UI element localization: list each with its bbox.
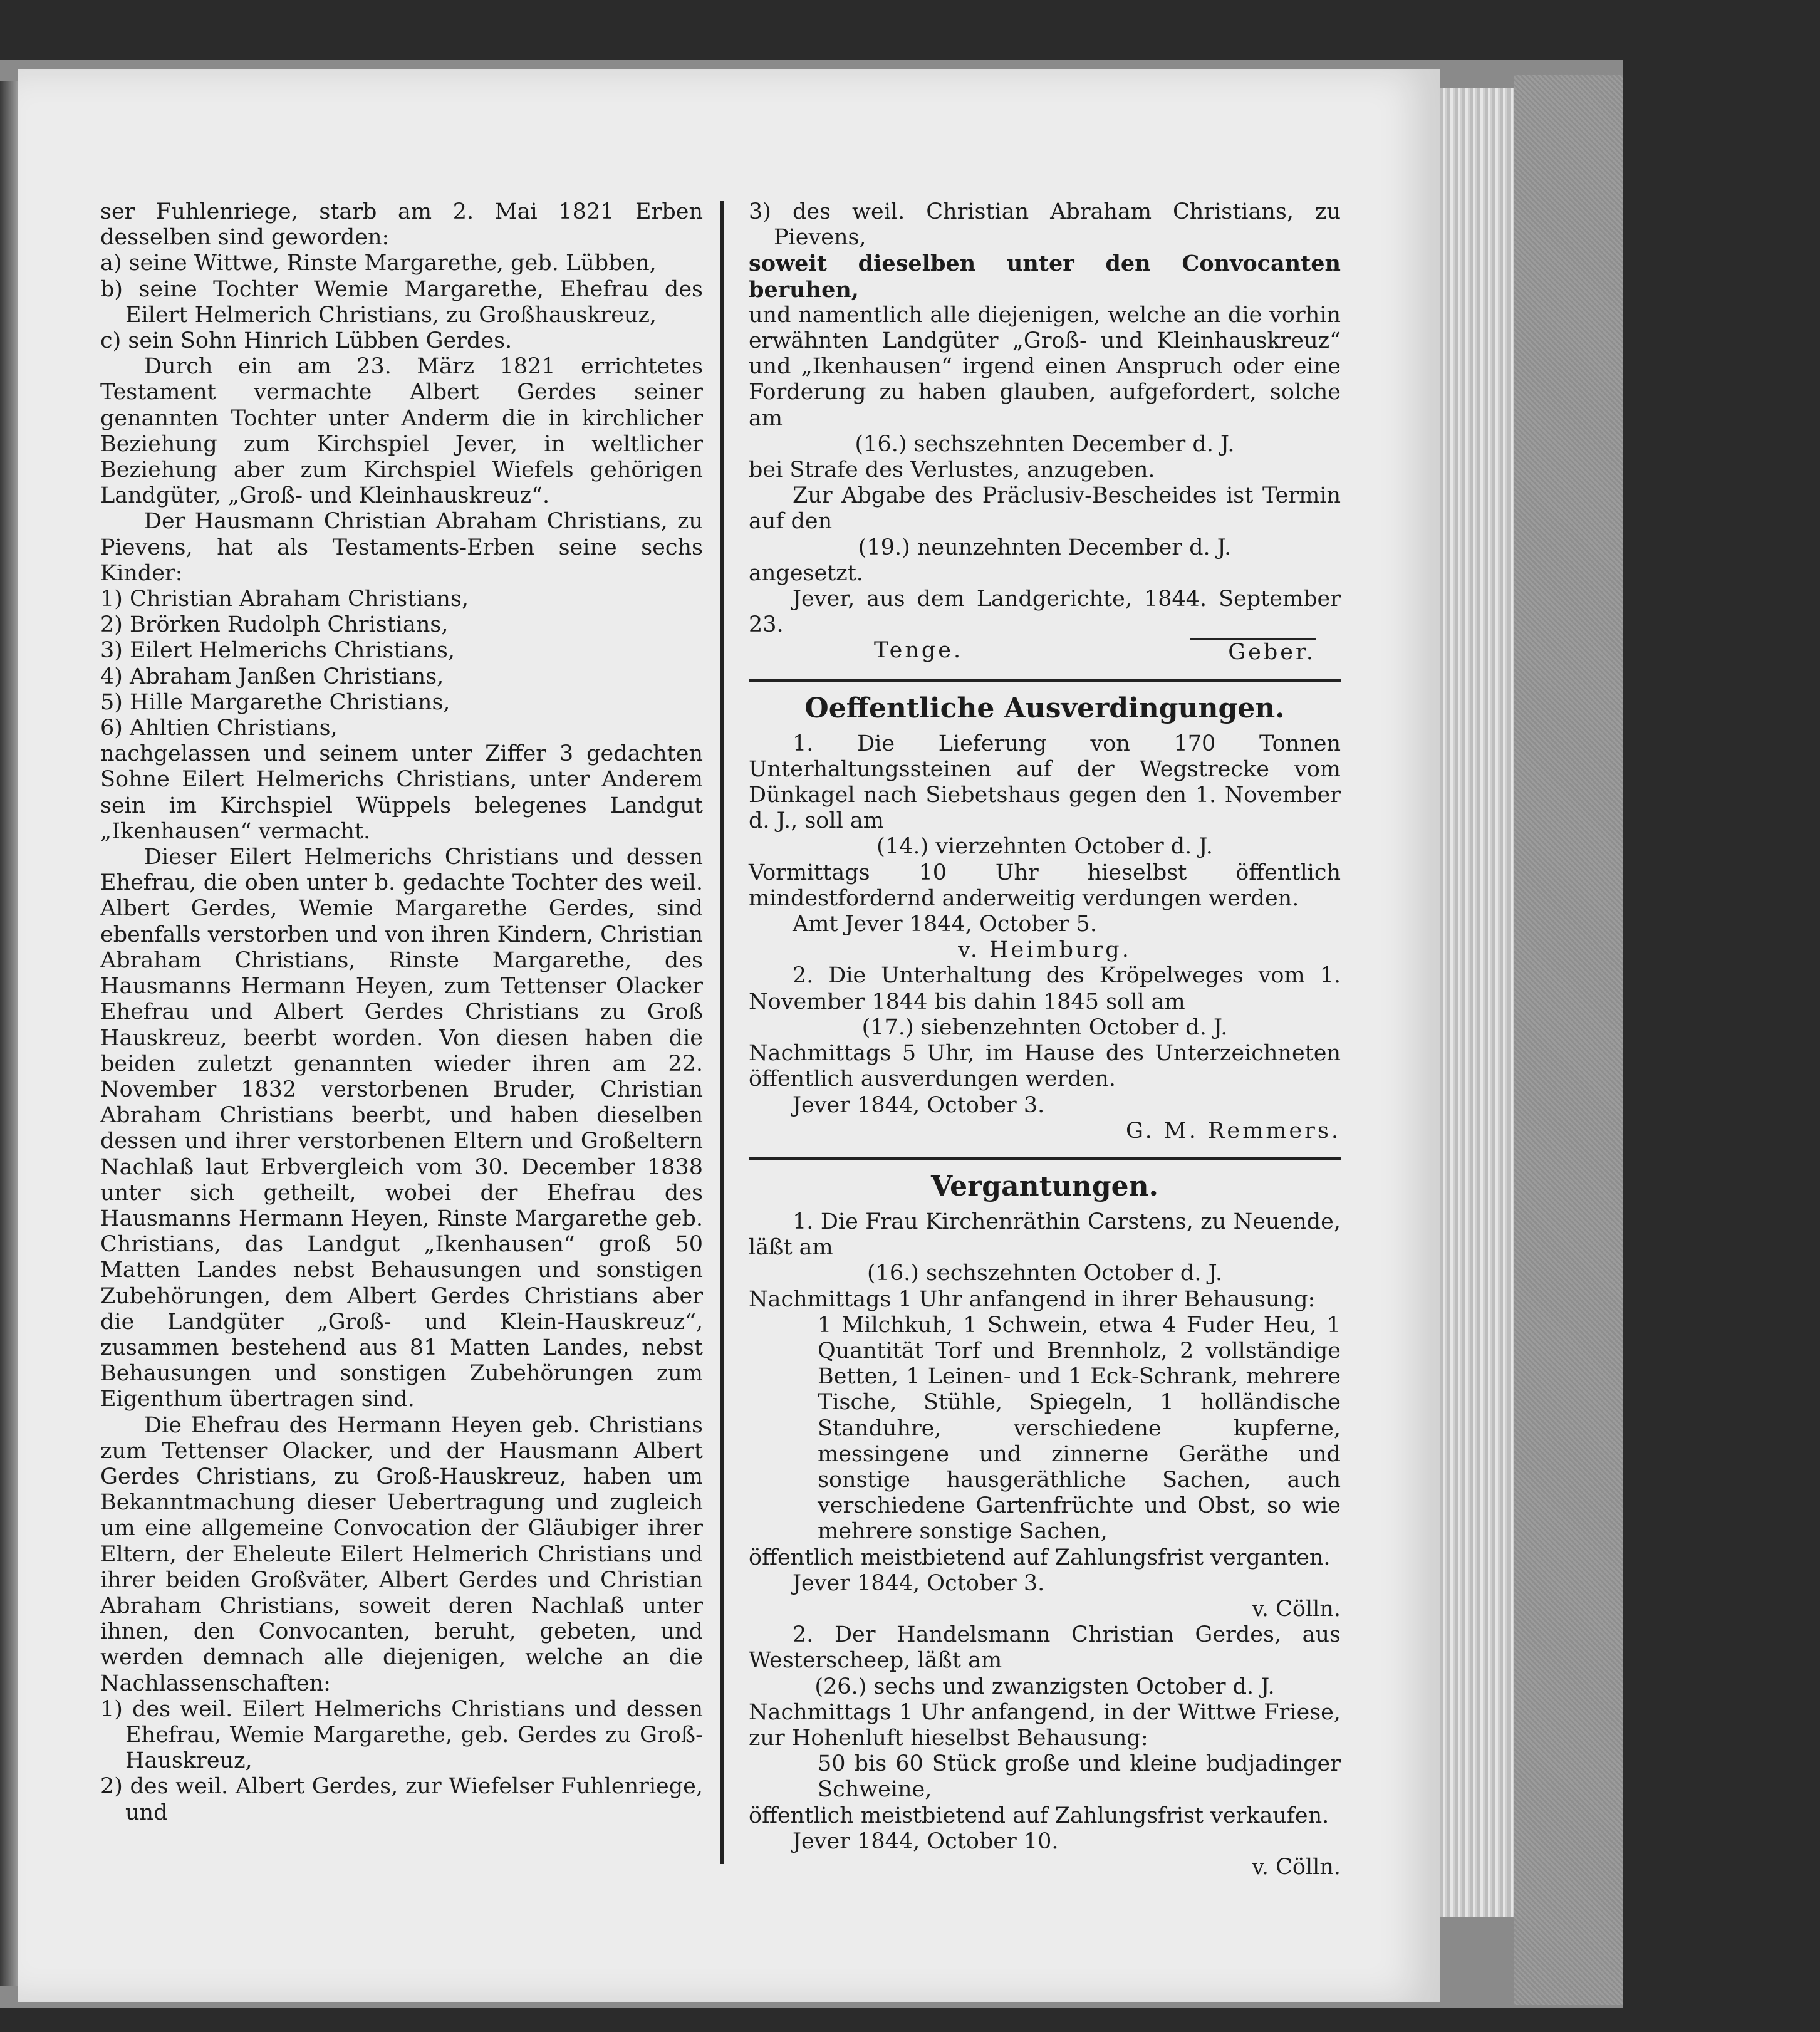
section-rule — [749, 1157, 1341, 1160]
list-item: 3) Eilert Helmerichs Christians, — [100, 638, 455, 664]
paragraph: nachgelassen und seinem unter Ziffer 3 gedachten Sohne Eilert Helmerichs Christians, unter Anderem sein im Kirchspiel Wüppels belegenes Landgut „Ikenhausen“ vermacht. — [100, 741, 703, 844]
paragraph: 1. Die Lieferung von 170 Tonnen Unterhaltungssteinen auf der Wegstrecke vom Dünkagel nach Siebetshaus gegen den 1. November d. J., soll am — [749, 731, 1341, 834]
paragraph: Die Ehefrau des Hermann Heyen geb. Christians zum Tettenser Olacker, und der Hausmann Albert Gerdes Christians, zu Groß-Hauskreuz, haben um Bekanntmachung dieser Uebertragung und zugleich um eine allgemeine Convocation der Gläubiger ihrer Eltern, der Eheleute Eilert Helmerich Christians und ihrer beiden Großväter, Albert Gerdes und Christian Abraham Christians, soweit deren Nachlaß unter ihnen, den Convocanten, beruht, gebeten, und werden demnach alle diejenigen, welche an die Nachlassenschaften: — [100, 1412, 703, 1696]
list-item: 3) des weil. Christian Abraham Christians, zu Pievens, — [749, 199, 1341, 251]
paragraph: Durch ein am 23. März 1821 errichtetes Testament vermachte Albert Gerdes seiner genannten Tochter unter Anderm die in kirchlicher Beziehung zum Kirchspiel Jever, in weltlicher Beziehung aber zum Kirchspiel Wiefels gehörigen Landgüter, „Groß- und Kleinhauskreuz“. — [100, 354, 703, 509]
paragraph: Der Hausmann Christian Abraham Christians, zu Pievens, hat als Testaments-Erben seine sechs Kinder: — [100, 509, 703, 586]
place-date: Amt Jever 1844, October 5. — [793, 912, 1097, 937]
emphasis-line: soweit dieselben unter den Convocanten beruhen, — [749, 251, 1341, 303]
goods-list: 1 Milchkuh, 1 Schwein, etwa 4 Fuder Heu, 1 Quantität Torf und Brennholz, 2 vollständige Betten, 1 Leinen- und 1 Eck-Schrank, mehrere Tische, Stühle, Spiegeln, 1 holländische Standuhre, verschiedene kupferne, messingene und zinnerne Geräthe und sonstige hausgeräthliche Sachen, auch verschiedene Gartenfrüchte und Obst, so wie mehrere sonstige Sachen, — [818, 1312, 1341, 1545]
text-line: Nachmittags 1 Uhr anfangend in ihrer Behausung: — [749, 1286, 1316, 1312]
date-line: (16.) sechszehnten December d. J. — [855, 431, 1235, 457]
place-date: Jever 1844, October 3. — [793, 1092, 1045, 1118]
column-divider — [720, 201, 724, 1864]
text-line: bei Strafe des Verlustes, anzugeben. — [749, 457, 1155, 483]
date-line: (19.) neunzehnten December d. J. — [858, 534, 1232, 560]
place-date: Jever, aus dem Landgerichte, 1844. September 23. — [749, 586, 1341, 638]
section-heading: Oeffentliche Ausverdingungen. — [804, 692, 1285, 724]
list-item: a) seine Wittwe, Rinste Margarethe, geb. Lübben, — [100, 251, 657, 276]
list-item: c) sein Sohn Hinrich Lübben Gerdes. — [100, 328, 512, 354]
left-page-edge — [0, 81, 18, 1986]
paragraph: Dieser Eilert Helmerichs Christians und dessen Ehefrau, die oben unter b. gedachte Tochter des weil. Albert Gerdes, Wemie Margarethe Gerdes, sind ebenfalls verstorben und von ihren Kindern, Christian Abraham Christians, Rinste Margarethe, des Hausmanns Hermann Heyen, zum Tettenser Olacker Ehefrau und Albert Gerdes Christians zu Groß Hauskreuz, beerbt worden. Von diesen haben die beiden zuletzt genannten wieder ihren am 22. November 1832 verstorbenen Bruder, Christian Abraham Christians beerbt, und haben dieselben dessen und ihrer verstorbenen Eltern und Großeltern Nachlaß laut Erbvergleich vom 30. December 1838 unter sich getheilt, wobei der Ehefrau des Hausmanns Hermann Heyen, Rinste Margarethe geb. Christians, das Landgut „Ikenhausen“ groß 50 Matten Landes nebst Behausungen und sonstigen Zubehörungen, dem Albert Gerdes Christians aber die Landgüter „Groß- und Klein-Hauskreuz“, zusammen bestehend aus 81 Matten Landes, nebst Behausungen und sonstigen Zubehörungen zum Eigenthum übertragen sind. — [100, 845, 703, 1412]
list-item: b) seine Tochter Wemie Margarethe, Ehefrau des Eilert Helmerich Christians, zu Großhauskreuz, — [100, 276, 703, 328]
paragraph: 2. Der Handelsmann Christian Gerdes, aus Westerscheep, läßt am — [749, 1622, 1341, 1674]
text-line: öffentlich meistbietend auf Zahlungsfrist verganten. — [749, 1545, 1331, 1570]
paragraph: Zur Abgabe des Präclusiv-Bescheides ist Termin auf den — [749, 483, 1341, 534]
page-stack-edge — [1440, 88, 1514, 1917]
signature: Tenge. — [874, 638, 964, 664]
paragraph: 1. Die Frau Kirchenräthin Carstens, zu Neuende, läßt am — [749, 1209, 1341, 1261]
paragraph: Vormittags 10 Uhr hieselbst öffentlich mindestfordernd anderweitig verdungen werden. — [749, 860, 1341, 911]
signature: v. Cölln. — [1252, 1854, 1341, 1880]
list-item: 2) Brörken Rudolph Christians, — [100, 612, 449, 638]
section-rule — [749, 679, 1341, 682]
paragraph: und namentlich alle diejenigen, welche an die vorhin erwähnten Landgüter „Groß- und Kleinhauskreuz“ und „Ikenhausen“ irgend einen Anspruch oder eine Forderung zu haben glauben, aufgefordert, solche am — [749, 302, 1341, 431]
place-date: Jever 1844, October 3. — [793, 1570, 1045, 1596]
text-line: angesetzt. — [749, 560, 863, 586]
signature: v. Heimburg. — [958, 937, 1131, 963]
cover-board — [1514, 75, 1623, 2005]
signature: Geber. — [1190, 638, 1316, 665]
list-item: 2) des weil. Albert Gerdes, zur Wiefelser Fuhlenriege, und — [100, 1774, 703, 1825]
date-line: (14.) vierzehnten October d. J. — [876, 834, 1213, 860]
text-line: öffentlich meistbietend auf Zahlungsfrist verkaufen. — [749, 1803, 1329, 1828]
paragraph: 2. Die Unterhaltung des Kröpelweges vom 1. November 1844 bis dahin 1845 soll am — [749, 963, 1341, 1014]
right-column — [749, 199, 1341, 1880]
place-date: Jever 1844, October 10. — [793, 1828, 1059, 1854]
paragraph: Nachmittags 5 Uhr, im Hause des Unterzeichneten öffentlich ausverdungen werden. — [749, 1041, 1341, 1092]
date-line: (26.) sechs und zwanzigsten October d. J. — [814, 1674, 1275, 1699]
goods-list: 50 bis 60 Stück große und kleine budjadinger Schweine, — [818, 1751, 1341, 1803]
list-item: 1) Christian Abraham Christians, — [100, 586, 469, 612]
list-item: 5) Hille Margarethe Christians, — [100, 689, 450, 715]
list-item: 6) Ahltien Christians, — [100, 716, 338, 741]
signature: v. Cölln. — [1252, 1596, 1341, 1622]
paragraph: Nachmittags 1 Uhr anfangend, in der Wittwe Friese, zur Hohenluft hieselbst Behausung: — [749, 1699, 1341, 1751]
list-item: 1) des weil. Eilert Helmerichs Christians und dessen Ehefrau, Wemie Margarethe, geb. Gerdes zu Groß-Hauskreuz, — [100, 1696, 703, 1774]
date-line: (17.) siebenzehnten October d. J. — [861, 1014, 1228, 1040]
text-line: ser Fuhlenriege, starb am 2. Mai 1821 Erben desselben sind geworden: — [100, 199, 703, 251]
list-item: 4) Abraham Janßen Christians, — [100, 664, 444, 689]
section-heading: Vergantungen. — [931, 1170, 1158, 1202]
left-column — [100, 199, 703, 1826]
date-line: (16.) sechszehnten October d. J. — [866, 1261, 1223, 1286]
signature: G. M. Remmers. — [1125, 1118, 1341, 1144]
signature-row — [749, 638, 1341, 665]
